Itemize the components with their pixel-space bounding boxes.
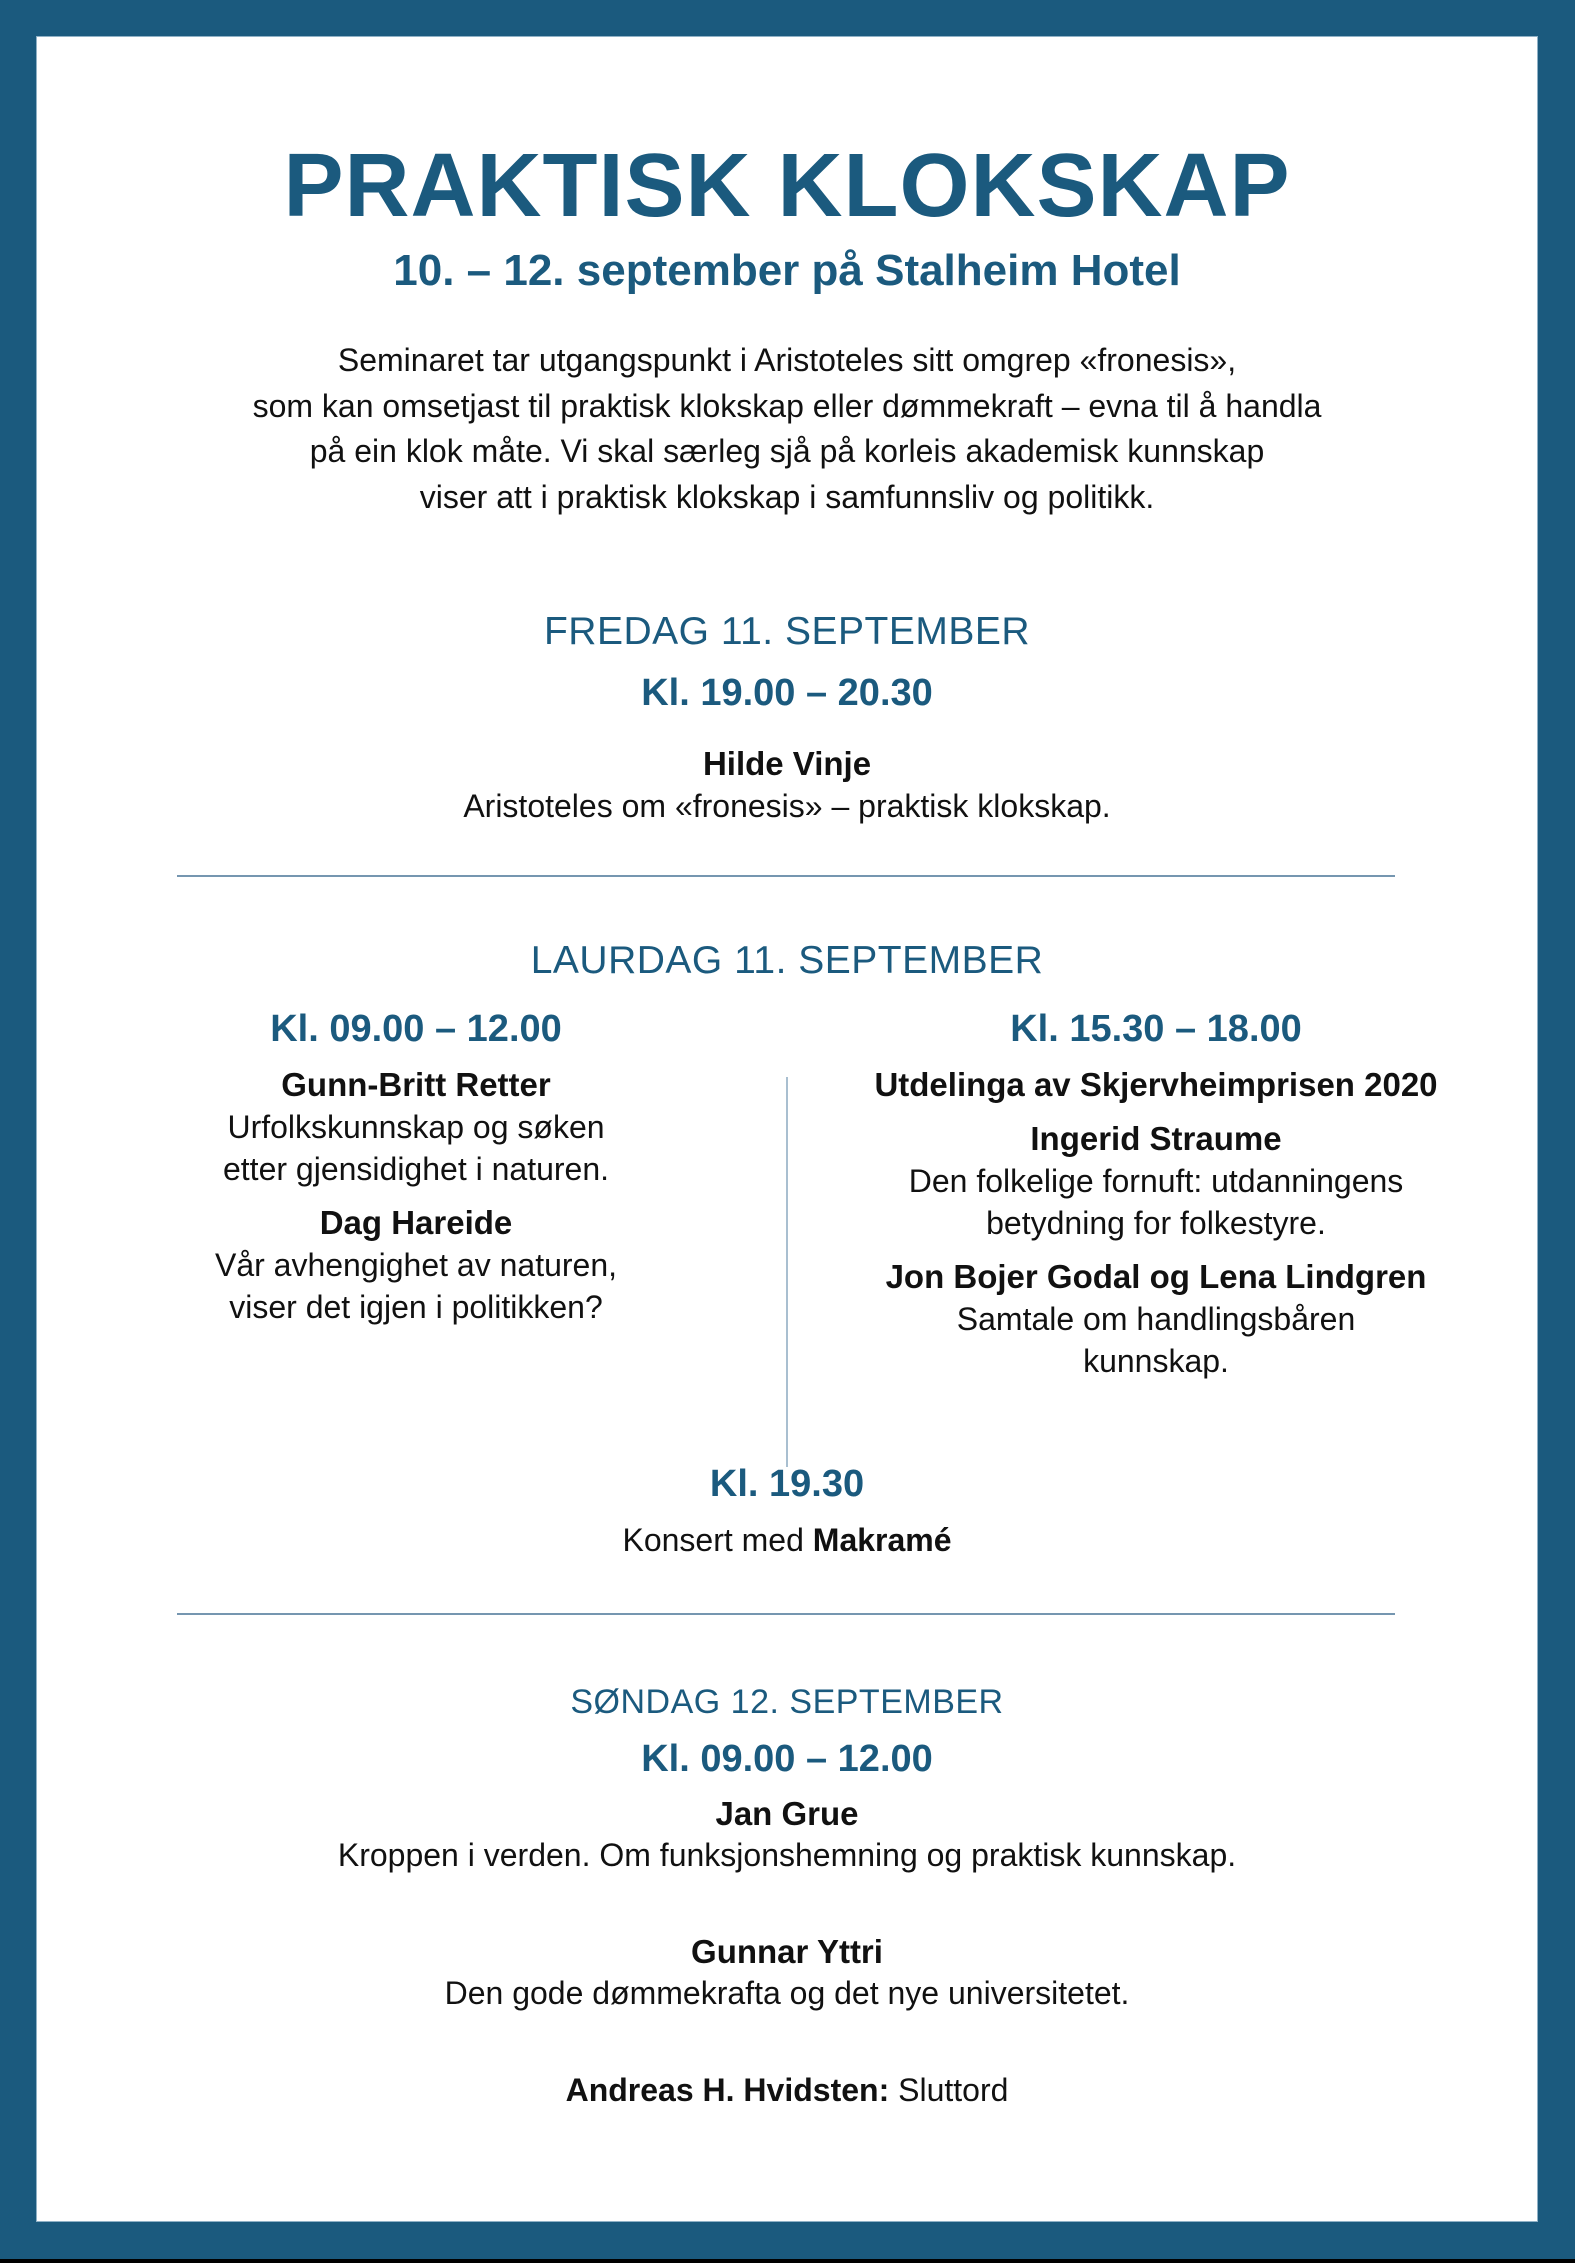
- saturday-afternoon-time: Kl. 15.30 – 18.00: [1010, 1008, 1302, 1050]
- page-subtitle: 10. – 12. september på Stalheim Hotel: [393, 246, 1181, 295]
- talk-item: [96, 1064, 736, 1190]
- talk-title-line: Urfolkskunnskap og søken: [227, 1109, 605, 1145]
- sunday-talk-title: Den gode dømmekrafta og det nye universitetet.: [444, 1975, 1130, 2011]
- talk-title-line: Den folkelige fornuft: utdanningens: [908, 1163, 1404, 1199]
- closing-title: Sluttord: [898, 2072, 1009, 2108]
- sunday-heading: SØNDAG 12. SEPTEMBER: [570, 1683, 1004, 1721]
- talk-speaker: Dag Hareide: [319, 1204, 513, 1241]
- bottom-edge: [0, 2259, 1575, 2263]
- talk-speaker: Jon Bojer Godal og Lena Lindgren: [885, 1258, 1427, 1295]
- section-divider: [177, 1613, 1395, 1615]
- talk-item: [96, 1202, 736, 1328]
- talk-item: [836, 1256, 1476, 1382]
- talk-title-line: etter gjensidighet i naturen.: [222, 1151, 610, 1187]
- talk-title-line: kunnskap.: [1083, 1343, 1229, 1379]
- friday-talk-title: Aristoteles om «fronesis» – praktisk klokskap.: [463, 788, 1111, 824]
- award-ceremony: Utdelinga av Skjervheimprisen 2020: [874, 1066, 1438, 1103]
- page-title: PRAKTISK KLOKSKAP: [283, 136, 1291, 236]
- friday-speaker: Hilde Vinje: [702, 745, 872, 782]
- talk-speaker: Gunn-Britt Retter: [281, 1066, 551, 1103]
- talk-title-line: Vår avhengighet av naturen,: [214, 1247, 618, 1283]
- saturday-morning-column: [96, 1006, 736, 1328]
- saturday-afternoon-column: [836, 1006, 1476, 1382]
- intro-line: Seminaret tar utgangspunkt i Aristoteles sitt omgrep «fronesis»,: [337, 342, 1237, 378]
- talk-title-line: Samtale om handlingsbåren: [956, 1301, 1356, 1337]
- sunday-time: Kl. 09.00 – 12.00: [641, 1738, 933, 1780]
- talk-speaker: Ingerid Straume: [1030, 1120, 1282, 1157]
- program-page: [36, 36, 1538, 2222]
- concert-line: [36, 1519, 1538, 1561]
- talk-title-line: viser det igjen i politikken?: [229, 1289, 603, 1325]
- talk-item: [836, 1118, 1476, 1244]
- closing-speaker: Andreas H. Hvidsten:: [565, 2072, 890, 2108]
- closing-line: [36, 2069, 1538, 2111]
- friday-heading: FREDAG 11. SEPTEMBER: [543, 610, 1031, 653]
- intro-line: på ein klok måte. Vi skal særleg sjå på korleis akademisk kunnskap: [309, 433, 1265, 469]
- column-divider: [786, 1077, 788, 1467]
- talk-title-line: betydning for folkestyre.: [986, 1205, 1326, 1241]
- sunday-talk-title: Kroppen i verden. Om funksjonshemning og praktisk kunnskap.: [337, 1837, 1237, 1873]
- intro-paragraph: [36, 338, 1538, 520]
- saturday-morning-time: Kl. 09.00 – 12.00: [270, 1008, 562, 1050]
- intro-line: som kan omsetjast til praktisk klokskap eller dømmekraft – evna til å handla: [252, 387, 1322, 424]
- friday-time: Kl. 19.00 – 20.30: [641, 672, 933, 714]
- sunday-speaker: Gunnar Yttri: [691, 1933, 883, 1970]
- saturday-heading: LAURDAG 11. SEPTEMBER: [530, 939, 1044, 982]
- intro-line: viser att i praktisk klokskap i samfunnsliv og politikk.: [419, 478, 1155, 515]
- sunday-speaker: Jan Grue: [715, 1795, 859, 1832]
- section-divider: [177, 875, 1395, 877]
- concert-artist: Makramé: [812, 1522, 952, 1558]
- saturday-evening-time: Kl. 19.30: [709, 1463, 865, 1505]
- concert-prefix: Konsert med: [622, 1522, 804, 1558]
